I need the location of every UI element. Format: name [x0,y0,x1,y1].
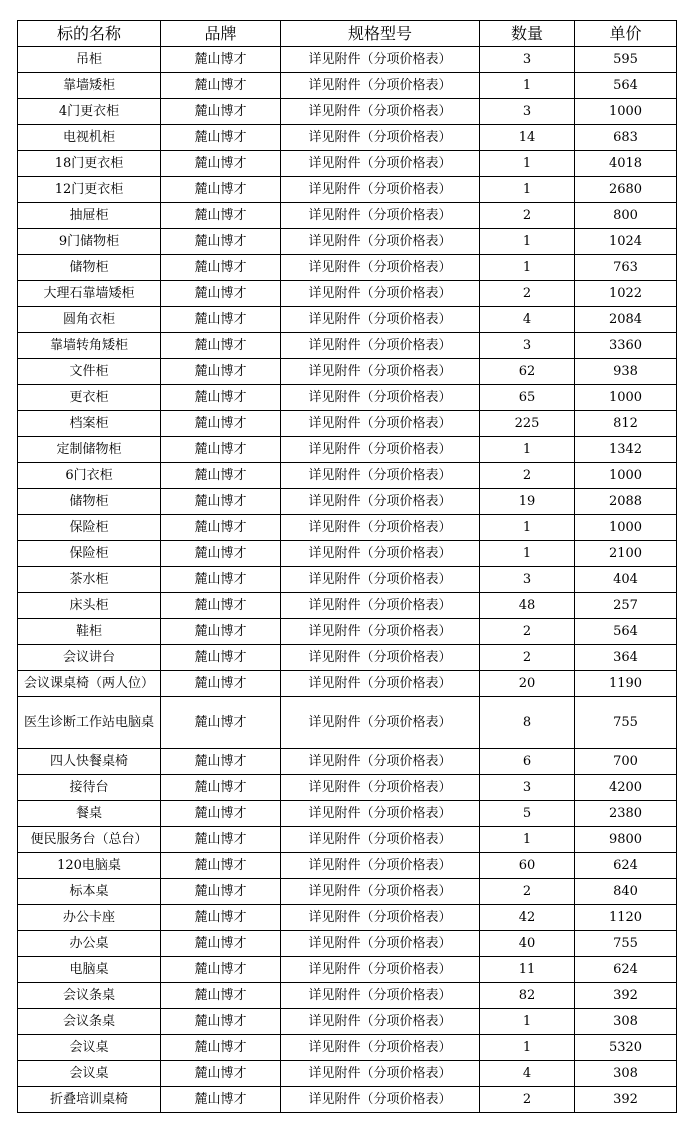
table-row [18,281,677,307]
spec-cell: 详见附件（分项价格表） [281,671,480,697]
table-row [18,437,677,463]
spec-cell: 详见附件（分项价格表） [281,411,480,437]
spec-cell: 详见附件（分项价格表） [281,749,480,775]
table-row [18,307,677,333]
unit-price-cell: 755 [575,697,677,749]
item-name-cell: 四人快餐桌椅 [18,749,161,775]
quantity-cell: 14 [480,125,575,151]
quantity-cell: 2 [480,619,575,645]
brand-cell: 麓山博才 [161,333,281,359]
spec-cell: 详见附件（分项价格表） [281,931,480,957]
table-row [18,229,677,255]
spec-cell: 详见附件（分项价格表） [281,775,480,801]
unit-price-cell: 1000 [575,385,677,411]
unit-price-cell: 4200 [575,775,677,801]
brand-cell: 麓山博才 [161,125,281,151]
unit-price-cell: 404 [575,567,677,593]
unit-price-cell: 1000 [575,463,677,489]
quantity-cell: 19 [480,489,575,515]
spec-cell: 详见附件（分项价格表） [281,983,480,1009]
spec-cell: 详见附件（分项价格表） [281,99,480,125]
quantity-cell: 2 [480,281,575,307]
unit-price-cell: 2100 [575,541,677,567]
quantity-cell: 1 [480,151,575,177]
spec-cell: 详见附件（分项价格表） [281,463,480,489]
spec-cell: 详见附件（分项价格表） [281,957,480,983]
spec-cell: 详见附件（分项价格表） [281,1061,480,1087]
item-name-cell: 更衣柜 [18,385,161,411]
quantity-cell: 60 [480,853,575,879]
brand-cell: 麓山博才 [161,307,281,333]
brand-cell: 麓山博才 [161,99,281,125]
quantity-cell: 6 [480,749,575,775]
item-name-cell: 文件柜 [18,359,161,385]
quantity-cell: 82 [480,983,575,1009]
quantity-cell: 1 [480,255,575,281]
unit-price-cell: 755 [575,931,677,957]
quantity-cell: 4 [480,307,575,333]
header-quantity: 数量 [480,21,575,47]
quantity-cell: 3 [480,47,575,73]
spec-cell: 详见附件（分项价格表） [281,73,480,99]
unit-price-cell: 564 [575,73,677,99]
unit-price-cell: 1000 [575,515,677,541]
table-row [18,489,677,515]
table-row [18,333,677,359]
table-row [18,671,677,697]
spec-cell: 详见附件（分项价格表） [281,619,480,645]
quantity-cell: 11 [480,957,575,983]
unit-price-cell: 2680 [575,177,677,203]
table-row [18,905,677,931]
quantity-cell: 48 [480,593,575,619]
item-name-cell: 电视机柜 [18,125,161,151]
header-unit-price: 单价 [575,21,677,47]
item-name-cell: 标本桌 [18,879,161,905]
quantity-cell: 3 [480,567,575,593]
item-name-cell: 抽屉柜 [18,203,161,229]
brand-cell: 麓山博才 [161,853,281,879]
spec-cell: 详见附件（分项价格表） [281,801,480,827]
quantity-cell: 65 [480,385,575,411]
unit-price-cell: 800 [575,203,677,229]
table-row [18,853,677,879]
quantity-cell: 1 [480,515,575,541]
quantity-cell: 5 [480,801,575,827]
spec-cell: 详见附件（分项价格表） [281,827,480,853]
brand-cell: 麓山博才 [161,255,281,281]
quantity-cell: 40 [480,931,575,957]
spec-cell: 详见附件（分项价格表） [281,879,480,905]
quantity-cell: 20 [480,671,575,697]
unit-price-cell: 392 [575,983,677,1009]
brand-cell: 麓山博才 [161,489,281,515]
item-name-cell: 办公卡座 [18,905,161,931]
quantity-cell: 3 [480,775,575,801]
table-row [18,983,677,1009]
spec-cell: 详见附件（分项价格表） [281,567,480,593]
item-name-cell: 9门储物柜 [18,229,161,255]
item-name-cell: 保险柜 [18,541,161,567]
brand-cell: 麓山博才 [161,73,281,99]
unit-price-cell: 364 [575,645,677,671]
spec-cell: 详见附件（分项价格表） [281,489,480,515]
item-name-cell: 办公桌 [18,931,161,957]
table-row [18,463,677,489]
spec-cell: 详见附件（分项价格表） [281,151,480,177]
table-row [18,775,677,801]
brand-cell: 麓山博才 [161,463,281,489]
item-name-cell: 12门更衣柜 [18,177,161,203]
quantity-cell: 4 [480,1061,575,1087]
table-row [18,1061,677,1087]
spec-cell: 详见附件（分项价格表） [281,307,480,333]
quantity-cell: 1 [480,1035,575,1061]
unit-price-cell: 5320 [575,1035,677,1061]
unit-price-cell: 624 [575,853,677,879]
unit-price-cell: 1190 [575,671,677,697]
unit-price-cell: 1120 [575,905,677,931]
quantity-cell: 225 [480,411,575,437]
brand-cell: 麓山博才 [161,1087,281,1113]
quantity-cell: 1 [480,827,575,853]
item-name-cell: 鞋柜 [18,619,161,645]
item-name-cell: 会议课桌椅（两人位） [18,671,161,697]
spec-cell: 详见附件（分项价格表） [281,281,480,307]
quantity-cell: 1 [480,541,575,567]
item-name-cell: 18门更衣柜 [18,151,161,177]
quantity-cell: 42 [480,905,575,931]
unit-price-cell: 1024 [575,229,677,255]
brand-cell: 麓山博才 [161,437,281,463]
item-name-cell: 储物柜 [18,489,161,515]
item-name-cell: 靠墙转角矮柜 [18,333,161,359]
brand-cell: 麓山博才 [161,749,281,775]
spec-cell: 详见附件（分项价格表） [281,905,480,931]
table-row [18,749,677,775]
brand-cell: 麓山博才 [161,905,281,931]
unit-price-cell: 1000 [575,99,677,125]
quantity-cell: 1 [480,229,575,255]
item-name-cell: 6门衣柜 [18,463,161,489]
table-row [18,125,677,151]
quantity-cell: 2 [480,463,575,489]
quantity-cell: 8 [480,697,575,749]
brand-cell: 麓山博才 [161,281,281,307]
unit-price-cell: 812 [575,411,677,437]
item-name-cell: 会议条桌 [18,983,161,1009]
table-row [18,1009,677,1035]
quantity-cell: 1 [480,437,575,463]
table-header-row [18,21,677,47]
table-row [18,541,677,567]
unit-price-cell: 2088 [575,489,677,515]
header-brand: 品牌 [161,21,281,47]
spec-cell: 详见附件（分项价格表） [281,1087,480,1113]
table-row [18,697,677,749]
item-name-cell: 接待台 [18,775,161,801]
item-name-cell: 4门更衣柜 [18,99,161,125]
unit-price-cell: 1022 [575,281,677,307]
table-row [18,1035,677,1061]
spec-cell: 详见附件（分项价格表） [281,1009,480,1035]
brand-cell: 麓山博才 [161,47,281,73]
quantity-cell: 2 [480,203,575,229]
spec-cell: 详见附件（分项价格表） [281,853,480,879]
item-name-cell: 大理石靠墙矮柜 [18,281,161,307]
brand-cell: 麓山博才 [161,931,281,957]
item-name-cell: 便民服务台（总台） [18,827,161,853]
table-row [18,411,677,437]
brand-cell: 麓山博才 [161,1061,281,1087]
brand-cell: 麓山博才 [161,177,281,203]
unit-price-cell: 257 [575,593,677,619]
unit-price-cell: 4018 [575,151,677,177]
spec-cell: 详见附件（分项价格表） [281,333,480,359]
brand-cell: 麓山博才 [161,385,281,411]
unit-price-cell: 2084 [575,307,677,333]
table-row [18,177,677,203]
item-name-cell: 餐桌 [18,801,161,827]
spec-cell: 详见附件（分项价格表） [281,255,480,281]
item-name-cell: 床头柜 [18,593,161,619]
brand-cell: 麓山博才 [161,645,281,671]
table-row [18,931,677,957]
table-row [18,515,677,541]
price-table [17,20,677,1113]
quantity-cell: 62 [480,359,575,385]
quantity-cell: 3 [480,99,575,125]
table-row [18,645,677,671]
item-name-cell: 档案柜 [18,411,161,437]
brand-cell: 麓山博才 [161,801,281,827]
brand-cell: 麓山博才 [161,957,281,983]
brand-cell: 麓山博才 [161,593,281,619]
brand-cell: 麓山博才 [161,567,281,593]
unit-price-cell: 595 [575,47,677,73]
unit-price-cell: 308 [575,1009,677,1035]
table-row [18,619,677,645]
table-row [18,99,677,125]
item-name-cell: 折叠培训桌椅 [18,1087,161,1113]
table-row [18,593,677,619]
table-row [18,73,677,99]
unit-price-cell: 1342 [575,437,677,463]
brand-cell: 麓山博才 [161,775,281,801]
spec-cell: 详见附件（分项价格表） [281,593,480,619]
unit-price-cell: 9800 [575,827,677,853]
spec-cell: 详见附件（分项价格表） [281,359,480,385]
item-name-cell: 会议桌 [18,1035,161,1061]
unit-price-cell: 308 [575,1061,677,1087]
table-row [18,203,677,229]
item-name-cell: 圆角衣柜 [18,307,161,333]
item-name-cell: 医生诊断工作站电脑桌 [18,697,161,749]
table-row [18,801,677,827]
brand-cell: 麓山博才 [161,151,281,177]
spec-cell: 详见附件（分项价格表） [281,125,480,151]
brand-cell: 麓山博才 [161,229,281,255]
brand-cell: 麓山博才 [161,1009,281,1035]
spec-cell: 详见附件（分项价格表） [281,229,480,255]
item-name-cell: 会议桌 [18,1061,161,1087]
table-row [18,827,677,853]
item-name-cell: 储物柜 [18,255,161,281]
unit-price-cell: 564 [575,619,677,645]
item-name-cell: 茶水柜 [18,567,161,593]
item-name-cell: 靠墙矮柜 [18,73,161,99]
unit-price-cell: 840 [575,879,677,905]
item-name-cell: 吊柜 [18,47,161,73]
table-row [18,255,677,281]
quantity-cell: 3 [480,333,575,359]
brand-cell: 麓山博才 [161,541,281,567]
quantity-cell: 1 [480,73,575,99]
item-name-cell: 保险柜 [18,515,161,541]
unit-price-cell: 683 [575,125,677,151]
brand-cell: 麓山博才 [161,879,281,905]
unit-price-cell: 763 [575,255,677,281]
spec-cell: 详见附件（分项价格表） [281,177,480,203]
brand-cell: 麓山博才 [161,983,281,1009]
brand-cell: 麓山博才 [161,827,281,853]
brand-cell: 麓山博才 [161,619,281,645]
spec-cell: 详见附件（分项价格表） [281,541,480,567]
item-name-cell: 120电脑桌 [18,853,161,879]
spec-cell: 详见附件（分项价格表） [281,515,480,541]
spec-cell: 详见附件（分项价格表） [281,47,480,73]
brand-cell: 麓山博才 [161,359,281,385]
header-spec: 规格型号 [281,21,480,47]
item-name-cell: 电脑桌 [18,957,161,983]
table-row [18,957,677,983]
brand-cell: 麓山博才 [161,697,281,749]
unit-price-cell: 938 [575,359,677,385]
item-name-cell: 会议讲台 [18,645,161,671]
spec-cell: 详见附件（分项价格表） [281,645,480,671]
unit-price-cell: 700 [575,749,677,775]
table-row [18,385,677,411]
table-row [18,567,677,593]
quantity-cell: 2 [480,879,575,905]
brand-cell: 麓山博才 [161,203,281,229]
table-row [18,151,677,177]
table-row [18,879,677,905]
quantity-cell: 2 [480,1087,575,1113]
brand-cell: 麓山博才 [161,515,281,541]
quantity-cell: 1 [480,177,575,203]
spec-cell: 详见附件（分项价格表） [281,203,480,229]
brand-cell: 麓山博才 [161,671,281,697]
spec-cell: 详见附件（分项价格表） [281,437,480,463]
spec-cell: 详见附件（分项价格表） [281,697,480,749]
quantity-cell: 1 [480,1009,575,1035]
spec-cell: 详见附件（分项价格表） [281,1035,480,1061]
table-row [18,47,677,73]
spec-cell: 详见附件（分项价格表） [281,385,480,411]
header-name: 标的名称 [18,21,161,47]
item-name-cell: 会议条桌 [18,1009,161,1035]
quantity-cell: 2 [480,645,575,671]
unit-price-cell: 392 [575,1087,677,1113]
brand-cell: 麓山博才 [161,411,281,437]
table-row [18,359,677,385]
unit-price-cell: 2380 [575,801,677,827]
unit-price-cell: 624 [575,957,677,983]
table-row [18,1087,677,1113]
unit-price-cell: 3360 [575,333,677,359]
brand-cell: 麓山博才 [161,1035,281,1061]
item-name-cell: 定制储物柜 [18,437,161,463]
